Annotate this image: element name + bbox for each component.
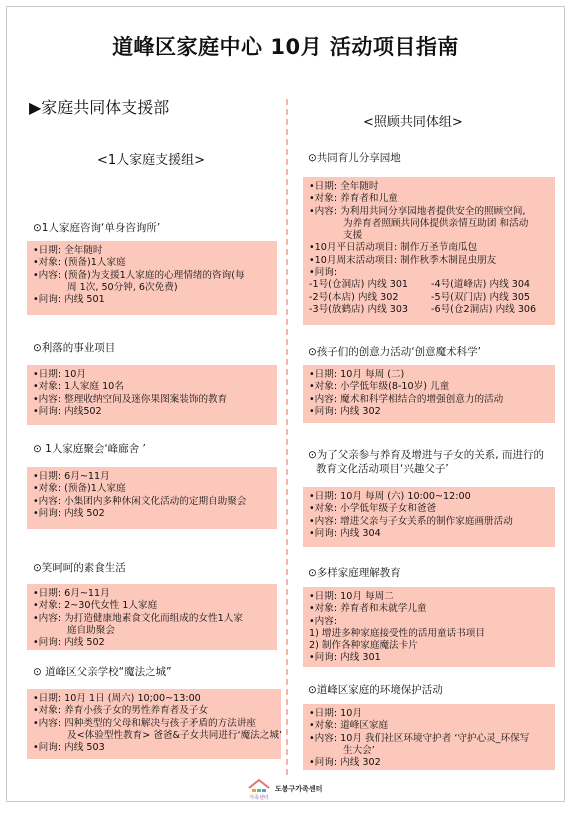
section-heading: ⊙ 道峰区父亲学校“魔法之城” (33, 666, 172, 678)
page-title: 道峰区家庭中心 10月 活动项目指南 (112, 35, 459, 59)
department-heading: ▶家庭共同体支援部 (29, 98, 170, 117)
footer (247, 778, 322, 800)
svg-text:가족센터: 가족센터 (249, 795, 269, 800)
info-box: •日期: 10月 •对象: 道峰区家庭 •内容: 10月 我们社区环境守护者 ‘守护心灵_环保写 生大会’ •问询: 内线 302 (303, 704, 555, 770)
left-group-title: <1人家庭支援组> (97, 153, 206, 168)
info-box: •日期: 10月 •对象: 1人家庭 10名 •内容: 整理收纳空间及迷你果图案装饰的教育 •问询: 内线502 (27, 365, 277, 425)
right-group-title: <照顾共同体组> (363, 115, 463, 130)
info-box: •日期: 6月~11月 •对象: 2~30代女性 1人家庭 •内容: 为打造健康地素食文化而组成的女性1人家 庭自助聚会 •问询: 内线 502 (27, 584, 277, 650)
section-heading: ⊙多样家庭理解教育 (308, 567, 401, 579)
section-heading: ⊙利落的事业项目 (33, 342, 116, 354)
info-box: •日期: 6月~11月 •对象: (预备)1人家庭 •内容: 小集团内多种休闲文化活动的定期自助聚会 •问询: 内线 502 (27, 467, 277, 529)
info-box: •日期: 全年随时 •对象: (预备)1人家庭 •内容: (预备)为支援1人家庭的心理情绪的咨询(每 周 1次, 50分钟, 6次免费) •问询: 内线 501 (27, 241, 277, 315)
family-center-logo-icon (247, 778, 271, 800)
section-heading: ⊙共同育儿分享园地 (308, 152, 401, 164)
org-name: 도봉구가족센터 (275, 785, 323, 793)
section-heading: ⊙为了父亲参与养育及增进与子女的关系, 而进行的 (308, 449, 544, 461)
contact-row: -1号(仓洞店) 内线 301 -4号(道峰店) 内线 304 (309, 279, 531, 291)
contact-row: -3号(放鹤店) 内线 303 -6号(仓2洞店) 内线 306 (309, 303, 537, 315)
section-heading-continued: 教育文化活动项目‘兴趣父子’ (316, 463, 449, 475)
info-box: •日期: 10月 每周 (六) 10:00~12:00 •对象: 小学低年级子女和爸爸 •内容: 增进父亲与子女关系的制作家庭画册活动 •问询: 内线 304 (303, 487, 555, 547)
section-heading: ⊙道峰区家庭的环境保护活动 (308, 684, 443, 696)
guide-page (6, 6, 565, 802)
info-box: •日期: 10月 每周 (二) •对象: 小学低年级(8-10岁) 儿童 •内容: 魔术和科学相结合的增强创意力的活动 •问询: 内线 302 (303, 365, 555, 423)
section-heading: ⊙笑呵呵的素食生活 (33, 562, 126, 574)
info-box: •日期: 10月 1日 (周六) 10;00~13:00 •对象: 养育小孩子女的男性养育者及子女 •内容: 四种类型的父母和解决与孩子矛盾的方法讲座 及<体验型性教育> 爸爸&子女共同进行‘魔法之城’ •问询: 内线 503 (27, 689, 281, 759)
info-box: •日期: 全年随时 •对象: 养育者和儿童 •内容: 为利用共同分享园地者提供安全的照顾空间, 为养育者照顾共同体提供亲情互助团 和活动 支援 •10月平日活动项目: 制作万圣节南瓜包 •10月周末活动项目: 制作秋季木制昆虫朋友 •问询: -1号(仓洞店) 内线 301 -4号(道峰店) 内线 304 -2号(本店) 内线 302 -5号(双门店) 内线 305 -3号(放鹤店) 内线 303 -6号(仓2洞店) 内线 306 (303, 177, 555, 325)
section-heading: ⊙1人家庭咨询‘单身咨询所’ (33, 222, 161, 234)
column-divider (286, 99, 288, 775)
section-heading: ⊙ 1人家庭聚会‘峰廊舍 ’ (33, 443, 146, 455)
contact-row: -2号(本店) 内线 302 -5号(双门店) 内线 305 (309, 291, 531, 303)
info-box: •日期: 10月 每周二 •对象: 养育者和未就学儿童 •内容: 1) 增进多种家庭接受性的活用童话书项目 2) 制作各种家庭魔法卡片 •问询: 内线 301 (303, 587, 555, 667)
section-heading: ⊙孩子们的创意力活动‘创意魔术科学’ (308, 346, 481, 358)
